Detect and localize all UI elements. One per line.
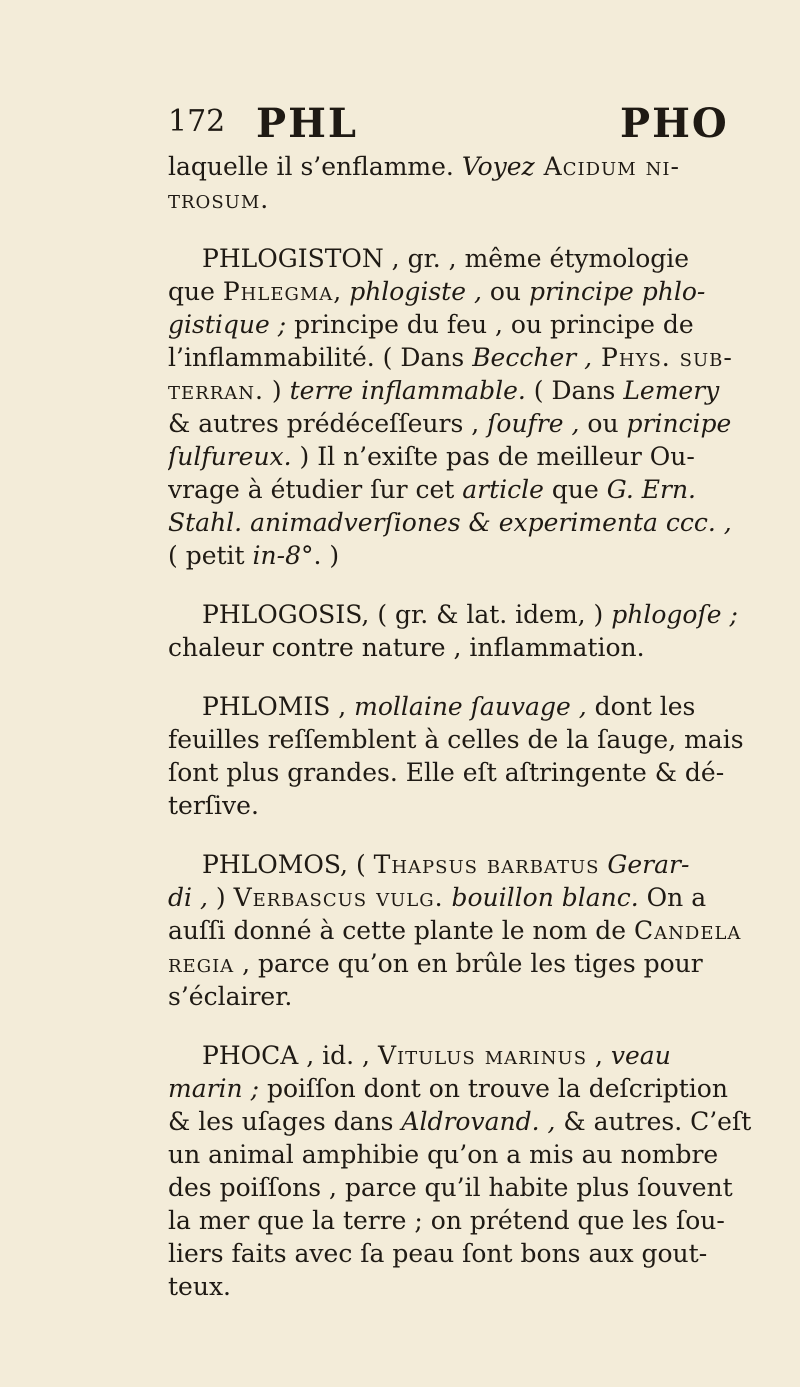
text-line: [168, 881, 784, 914]
text-line: [168, 947, 784, 980]
text-line: [168, 440, 784, 473]
paragraph-gap: [168, 1013, 784, 1039]
text-run: terſive.: [168, 791, 259, 820]
italic-run: Lemery: [623, 376, 720, 405]
text-run: poiſſon dont on trouve la deſcription: [259, 1074, 728, 1103]
italic-run: gistique ;: [168, 310, 287, 339]
small-caps-run: terran.: [168, 376, 264, 405]
page-number: 172: [168, 104, 226, 139]
italic-run: Beccher ,: [472, 343, 593, 372]
text-run: ): [263, 376, 290, 405]
text-run: laquelle il s’enflamme.: [168, 152, 462, 181]
text-run: s’éclairer.: [168, 982, 293, 1011]
text-line: [168, 1237, 784, 1270]
text-line: [168, 275, 784, 308]
text-line: [168, 183, 784, 216]
text-line: [168, 914, 784, 947]
text-run: PHLOMIS ,: [202, 692, 355, 721]
header-left-word: PHL: [256, 100, 358, 147]
text-run: . ): [313, 541, 340, 570]
italic-run: phlogiste ,: [349, 277, 482, 306]
text-run: ( petit: [168, 541, 253, 570]
paragraph-gap: [168, 572, 784, 598]
small-caps-run: regia: [168, 949, 235, 978]
entry-paragraph: [168, 1039, 784, 1303]
text-run: teux.: [168, 1272, 231, 1301]
text-run: ): [207, 883, 234, 912]
entry-paragraph: [168, 150, 784, 216]
text-run: chaleur contre nature , inflammation.: [168, 633, 645, 662]
text-line: [168, 690, 784, 723]
italic-run: phlogoſe ;: [611, 600, 738, 629]
text-line: [168, 1171, 784, 1204]
text-line: [168, 980, 784, 1013]
italic-run: article: [462, 475, 544, 504]
header-right-word: PHO: [620, 100, 729, 147]
italic-run: principe: [626, 409, 732, 438]
text-line: [168, 150, 784, 183]
text-run: & les uſages dans: [168, 1107, 402, 1136]
italic-run: ſulfureux.: [168, 442, 292, 471]
small-caps-run: trosum.: [168, 185, 270, 214]
text-line: [168, 341, 784, 374]
text-line: [168, 756, 784, 789]
small-caps-run: Phlegma: [222, 277, 334, 306]
paragraph-gap: [168, 664, 784, 690]
text-run: ) Il n’exiſte pas de meilleur Ou-: [291, 442, 695, 471]
italic-run: in-8°: [252, 541, 314, 570]
italic-run: ſoufre ,: [487, 409, 580, 438]
entry-paragraph: [168, 690, 784, 822]
text-run: PHOCA , id. ,: [202, 1041, 378, 1070]
text-line: [168, 374, 784, 407]
text-run: auſſi donné à cette plante le nom de: [168, 916, 635, 945]
italic-run: principe phlo-: [528, 277, 706, 306]
text-run: un animal amphibie qu’on a mis au nombre: [168, 1140, 719, 1169]
italic-run: di ,: [168, 883, 208, 912]
text-run: PHLOGISTON , gr. , même étymologie: [202, 244, 690, 273]
text-run: PHLOMOS, (: [202, 850, 374, 879]
paragraph-gap: [168, 822, 784, 848]
text-run: que: [543, 475, 607, 504]
text-run: ou: [481, 277, 529, 306]
text-run: ( Dans: [525, 376, 624, 405]
text-line: [168, 598, 784, 631]
italic-run: Voyez: [461, 152, 535, 181]
paragraph-gap: [168, 216, 784, 242]
text-run: vrage à étudier ſur cet: [168, 475, 463, 504]
text-run: ſont plus grandes. Elle eſt aſtringente & dé-: [168, 758, 725, 787]
text-line: [168, 1039, 784, 1072]
text-line: [168, 506, 784, 539]
dictionary-text: [168, 150, 784, 1303]
text-line: [168, 473, 784, 506]
text-run: & autres. C’eſt: [555, 1107, 752, 1136]
text-line: [168, 789, 784, 822]
text-line: [168, 631, 784, 664]
text-run: des poiſſons , parce qu’il habite plus ſouvent: [168, 1173, 733, 1202]
text-run: feuilles reſſemblent à celles de la ſauge, mais: [168, 725, 744, 754]
text-line: [168, 1138, 784, 1171]
text-run: liers faits avec ſa peau ſont bons aux gout-: [168, 1239, 708, 1268]
text-line: [168, 308, 784, 341]
text-line: [168, 1072, 784, 1105]
text-run: & autres prédéceſſeurs ,: [168, 409, 488, 438]
small-caps-run: Verbascus vulg.: [233, 883, 444, 912]
italic-run: mollaine ſauvage ,: [354, 692, 587, 721]
text-run: On a: [638, 883, 707, 912]
italic-run: Stahl. animadverſiones & experimenta ccc. ,: [168, 508, 732, 537]
text-run: la mer que la terre ; on prétend que les ſou-: [168, 1206, 725, 1235]
text-run: ou: [579, 409, 627, 438]
italic-run: Gerar-: [607, 850, 690, 879]
small-caps-run: Candela: [634, 916, 742, 945]
italic-run: Aldrovand. ,: [401, 1107, 556, 1136]
italic-run: bouillon blanc.: [451, 883, 639, 912]
small-caps-run: Acidum ni-: [534, 152, 680, 181]
text-line: [168, 848, 784, 881]
text-line: [168, 1204, 784, 1237]
text-run: , parce qu’on en brûle les tiges pour: [234, 949, 703, 978]
text-run: l’inflammabilité. ( Dans: [168, 343, 473, 372]
text-line: [168, 723, 784, 756]
italic-run: veau: [610, 1041, 671, 1070]
text-run: dont les: [586, 692, 696, 721]
text-line: [168, 1105, 784, 1138]
italic-run: G. Ern.: [606, 475, 696, 504]
entry-paragraph: [168, 848, 784, 1013]
text-run: que: [168, 277, 223, 306]
text-line: [168, 1270, 784, 1303]
entry-paragraph: [168, 598, 784, 664]
text-run: PHLOGOSIS, ( gr. & lat. idem, ): [202, 600, 612, 629]
text-line: [168, 242, 784, 275]
text-run: ,: [587, 1041, 611, 1070]
running-header: [168, 100, 758, 150]
small-caps-run: Phys. sub-: [592, 343, 733, 372]
text-line: [168, 539, 784, 572]
text-run: [444, 883, 452, 912]
text-line: [168, 407, 784, 440]
italic-run: terre inflammable.: [289, 376, 526, 405]
text-run: ,: [333, 277, 350, 306]
small-caps-run: Thapsus barbatus: [373, 850, 600, 879]
small-caps-run: Vitulus marinus: [377, 1041, 588, 1070]
entry-paragraph: [168, 242, 784, 572]
italic-run: marin ;: [168, 1074, 260, 1103]
text-run: principe du feu , ou principe de: [286, 310, 694, 339]
